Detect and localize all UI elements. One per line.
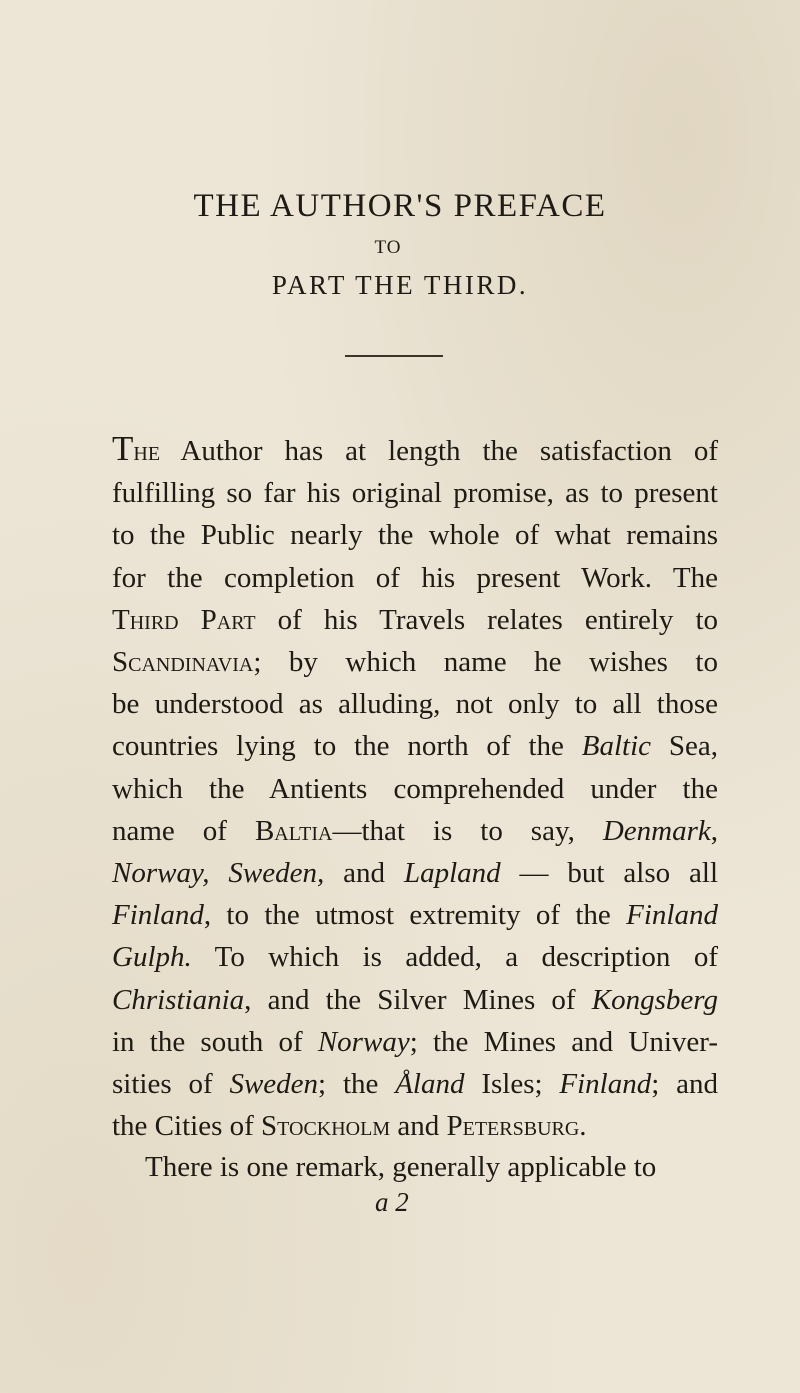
- text-line: be understood as alluding, not only to all those: [112, 688, 718, 721]
- paragraph-2: [112, 1146, 718, 1188]
- text-line: Norway, Sweden, and Lapland — but also all: [112, 857, 719, 890]
- text-line: countries lying to the north of the Baltic Sea,: [112, 730, 719, 763]
- text-line: name of Baltia—that is to say, Denmark,: [112, 814, 719, 847]
- text-line: sities of Sweden; the Åland Isles; Finland; and: [112, 1068, 719, 1101]
- text-line: to the Public nearly the whole of what remains: [112, 519, 718, 552]
- signature-mark: a 2: [375, 1187, 409, 1217]
- text-line: Scandinavia; by which name he wishes to: [112, 646, 718, 679]
- text-line: in the south of Norway; the Mines and Univer-: [112, 1025, 718, 1058]
- text-line: Christiania, and the Silver Mines of Kongsberg: [112, 983, 719, 1016]
- text-line: The Author has at length the satisfaction of: [112, 429, 719, 468]
- text-line: the Cities of Stockholm and Petersburg.: [112, 1110, 587, 1143]
- text-line: There is one remark, generally applicable to: [145, 1151, 657, 1183]
- paragraph-1: [112, 428, 718, 1147]
- text-line: Gulph. To which is added, a description of: [112, 941, 718, 974]
- preface-title: THE AUTHOR'S PREFACE: [193, 188, 607, 224]
- text-line: for the completion of his present Work. The: [112, 561, 718, 594]
- preface-to: TO: [374, 237, 402, 258]
- text-line: fulfilling so far his original promise, as to present: [112, 477, 718, 510]
- divider-rule: [345, 355, 443, 357]
- text-line: Third Part of his Travels relates entirely to: [112, 603, 719, 636]
- text-line: Finland, to the utmost extremity of the Finland: [112, 899, 718, 932]
- preface-subtitle: PART THE THIRD.: [271, 270, 529, 300]
- text-line: which the Antients comprehended under the: [112, 772, 718, 805]
